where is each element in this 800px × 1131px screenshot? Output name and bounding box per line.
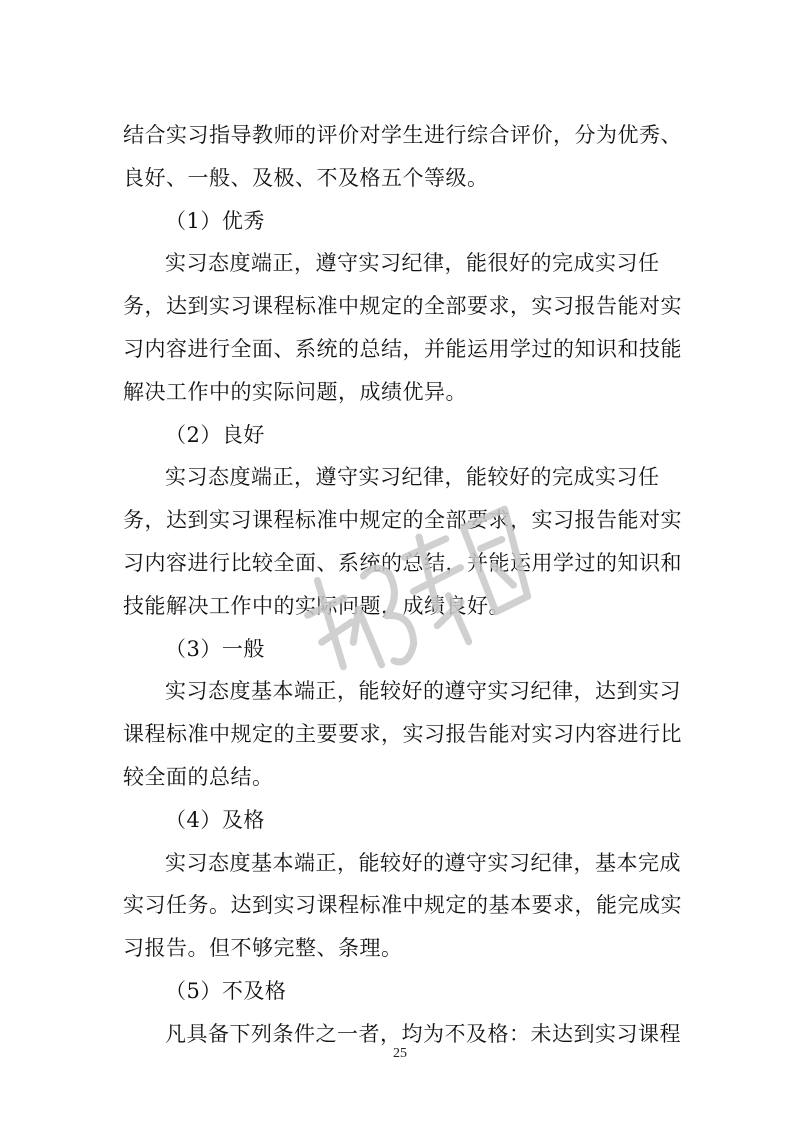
paragraph-pass: 实习态度基本端正，能较好的遵守实习纪律，基本完成实习任务。达到实习课程标准中规定的基本要求，能完成实习报告。但不够完整、条理。 [123,850,682,961]
section-heading-average: （3）一般 [165,636,265,661]
paragraph-average: 实习态度基本端正，能较好的遵守实习纪律，达到实习课程标准中规定的主要要求，实习报告能对实习内容进行比较全面的总结。 [123,679,682,789]
paragraph-intro: 结合实习指导教师的评价对学生进行综合评价，分为优秀、良好、一般、及极、不及格五个等级。 [123,123,682,190]
section-heading-good: （2）良好 [165,422,265,447]
section-heading-fail: （5）不及格 [165,978,287,1003]
page-number: 25 [393,1046,407,1061]
paragraph-excellent: 实习态度端正，遵守实习纪律，能很好的完成实习任务，达到实习课程标准中规定的全部要求，实习报告能对实习内容进行全面、系统的总结，并能运用学过的知识和技能解决工作中的实际问题，成绩优异。 [123,251,682,404]
section-heading-pass: （4）及格 [165,807,265,832]
body-text [123,114,683,1056]
section-heading-excellent: （1）优秀 [165,208,265,233]
paragraph-good: 实习态度端正，遵守实习纪律，能较好的完成实习任务，达到实习课程标准中规定的全部要求，实习报告能对实习内容进行比较全面、系统的总结，并能运用学过的知识和技能解决工作中的实际问题，成绩良好。 [123,465,682,618]
paragraph-fail: 凡具备下列条件之一者，均为不及格：未达到实习课程 [165,1021,681,1046]
